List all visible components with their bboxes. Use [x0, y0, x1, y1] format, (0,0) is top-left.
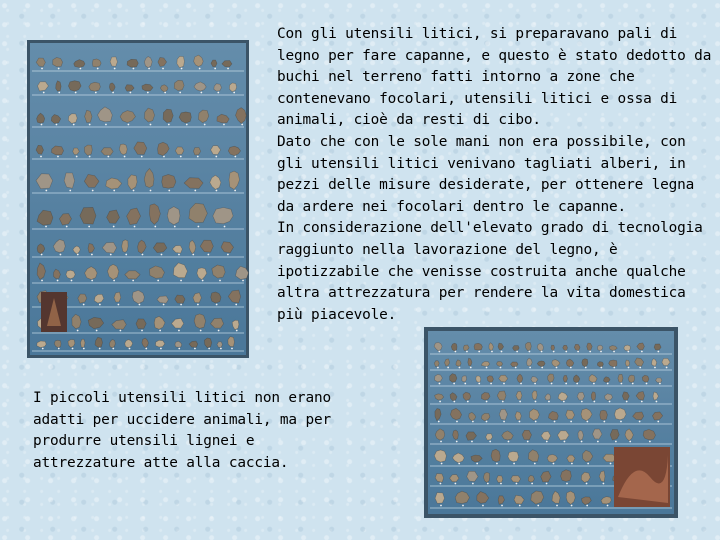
paragraph-wooden-poles: Con gli utensili litici, si preparavano pali di legno per fare capanne, e questo è stato dedotto da buchi nel terreno fatti intorno a zone che contenevano focolari, utensili litici e ossa di animali, cioè da resti di cibo.	[277, 26, 712, 129]
stone-tools-display-image	[424, 327, 678, 518]
paragraph-wood-technology: In considerazione dell'elevato grado di tecnologia raggiunto nella lavorazione del legno, è ipotizzabile che venisse costruita anche qualche altra attrezzatura per rendere la vita domestica più piacevole.	[277, 220, 703, 323]
main-description-text	[277, 24, 713, 326]
tools-caption-text: I piccoli utensili litici non erano adatti per uccidere animali, ma per produrre utensili lignei e attrezzature atte alla caccia.	[33, 390, 331, 471]
museum-display-case-photo-2	[424, 327, 678, 518]
museum-display-case-photo-1	[27, 40, 249, 358]
stone-tools-display-image	[27, 40, 249, 358]
paragraph-cutting-trees: Dato che con le sole mani non era possibile, con gli utensili litici venivano tagliati alberi, in pezzi delle misure desiderate, per ottenere legna da ardere nei focolari dentro le capanne.	[277, 133, 695, 215]
